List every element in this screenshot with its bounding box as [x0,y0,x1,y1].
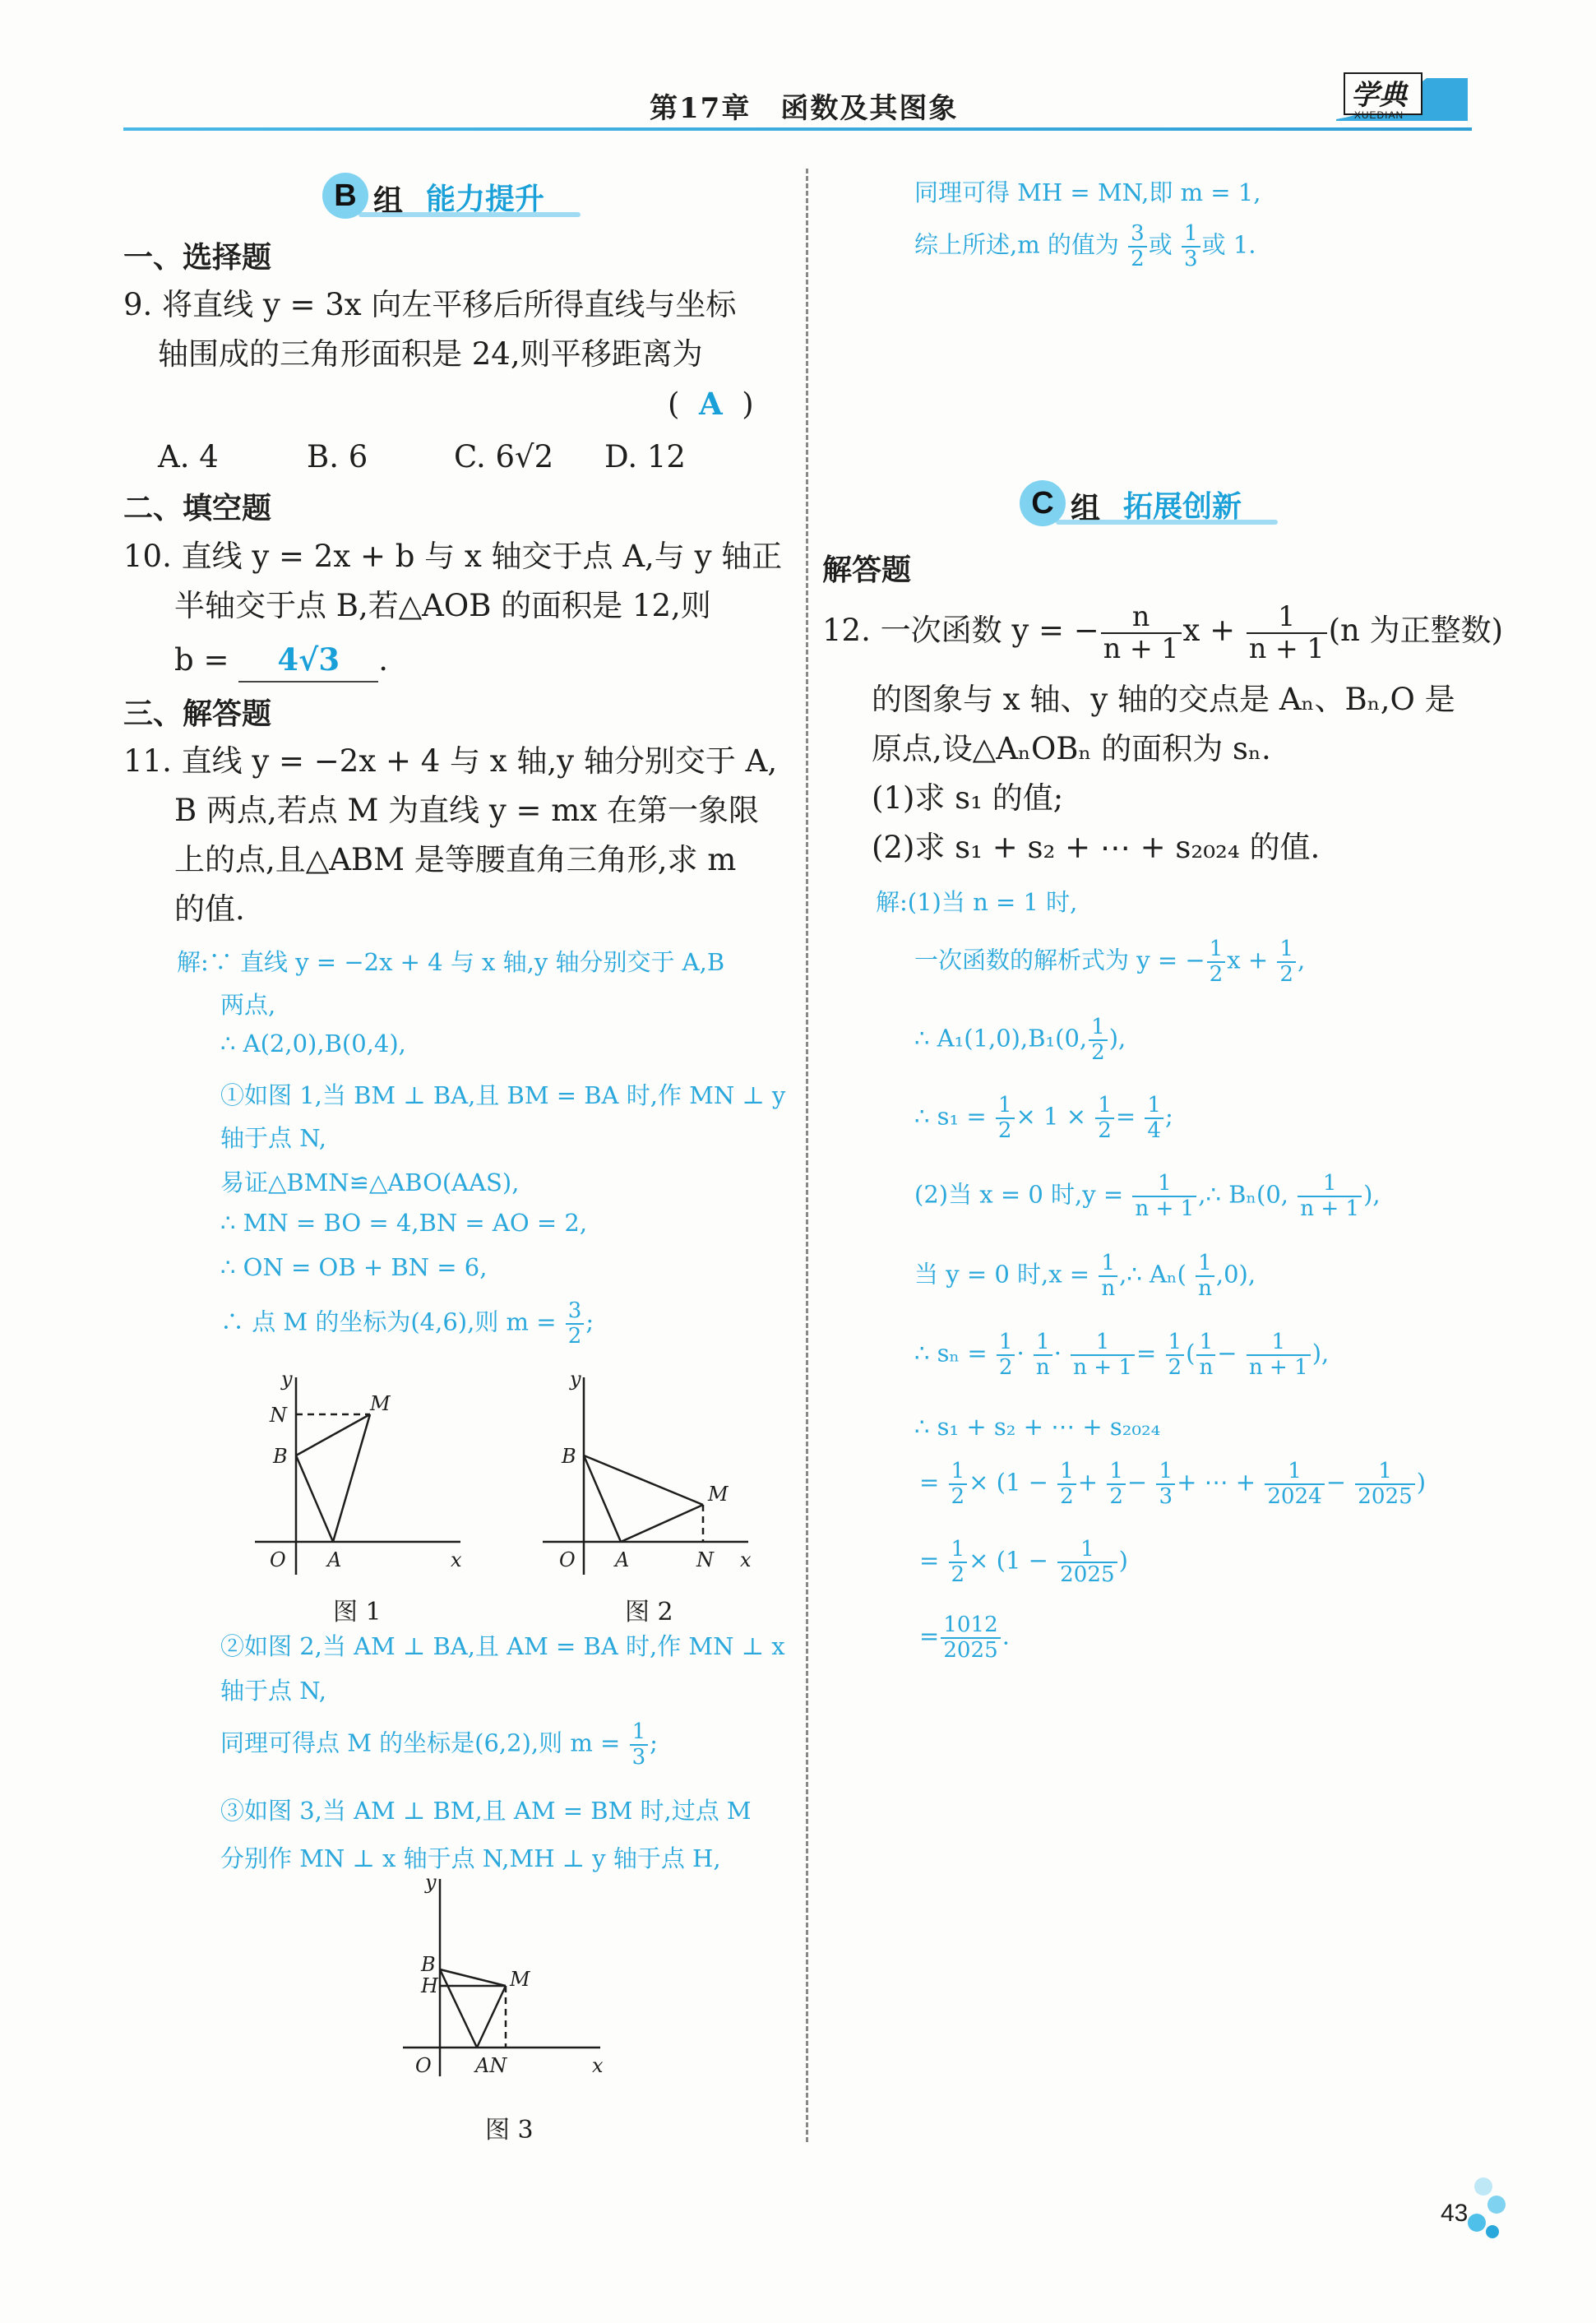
q9-answer: A [698,386,723,422]
q12-line2: 的图象与 x 轴、y 轴的交点是 Aₙ、Bₙ,O 是 [872,682,1455,717]
q9-option-c: C. 6√2 [454,439,554,474]
q9-option-a: A. 4 [158,439,219,474]
point-h-label: H [421,1974,438,1997]
q12-line5: (2)求 s₁ + s₂ + ⋯ + s₂₀₂₄ 的值. [872,830,1321,865]
heading-answer-c: 解答题 [822,553,912,587]
column-divider [806,169,808,2142]
sol11-m1: ∴ 点 M 的坐标为(4,6),则 m = $\frac{3}{2}$ ; [220,1298,594,1349]
bracket-right: ) [742,386,754,422]
sol11-line: 易证△BMN≌△ABO(AAS), [220,1168,520,1196]
sol11-line: 解:∵ 直线 y = −2x + 4 与 x 轴,y 轴分别交于 A,B [177,948,725,976]
fraction: $\frac{1}{2}$ [1089,1016,1108,1064]
q10-prefix: b = [174,642,229,678]
fraction: $\frac{1}{2}$ [1057,1460,1076,1508]
sol11-line: 分别作 MN ⊥ x 轴于点 N,MH ⊥ y 轴于点 H, [220,1844,721,1872]
badge-letter: B [322,173,368,219]
fraction: $\frac{3}{2}$ [1128,222,1147,271]
fraction: $\frac{1}{2}$ [949,1538,968,1586]
q10-line3 [174,635,388,686]
point-a-label: A [615,1548,630,1571]
figure-3 [395,1871,625,2085]
fraction: $\frac{1}{n}$ [1196,1252,1214,1300]
brand-logo: 学典 [1351,79,1407,112]
sol12-line: 解:(1)当 n = 1 时, [876,888,1078,916]
origin-label: O [415,2054,432,2077]
axis-y-label: y [425,1871,437,1894]
m1-text: ∴ 点 M 的坐标为(4,6),则 m = [220,1307,557,1336]
figure-2-caption: 图 2 [625,1598,673,1627]
heading-choice: 一、选择题 [123,241,272,275]
point-n-label: N [270,1404,287,1427]
fraction: $\frac{1}{2}$ [1207,937,1226,986]
q11-line1: 11. 直线 y = −2x + 4 与 x 轴,y 轴分别交于 A, [123,743,778,779]
fraction: $\frac{1}{3}$ [1182,222,1200,271]
point-a-label: A [327,1548,342,1571]
axis-y-label: y [281,1369,293,1391]
figure-1-caption: 图 1 [333,1598,382,1627]
q11-line3: 上的点,且△ABM 是等腰直角三角形,求 m [174,842,737,877]
axis-x-label: x [740,1548,752,1571]
sol11-line: ②如图 2,当 AM ⊥ BA,且 AM = BA 时,作 MN ⊥ x [220,1632,785,1660]
point-b-label: B [421,1953,436,1976]
origin-label: O [270,1548,286,1571]
sol11-line: 轴于点 N, [220,1677,326,1705]
figure-2 [539,1369,769,1583]
bracket-left: ( [668,386,680,422]
axis-y-label: y [570,1369,581,1391]
fraction: $\frac{1}{4}$ [1145,1094,1163,1142]
sol12-line: ∴ sₙ = $\frac{1}{2}$ · $\frac{1}{n}$ · $\frac{1}{n + 1}$ = $\frac{1}{2}$ ( $\frac{1}{n}$ − $\frac{1}{n + 1}$ ), [914,1330,1330,1380]
fraction: $\frac{1}{n}$ [1196,1330,1215,1379]
badge-title: 拓展创新 [1123,490,1242,524]
fraction: $\frac{1}{2}$ [1107,1460,1126,1508]
q11-line2: B 两点,若点 M 为直线 y = mx 在第一象限 [174,793,760,828]
q12-line1: 12. 一次函数 y = − $\frac{n}{n + 1}$ x + $\frac{1}{n + 1}$ (n 为正整数) [822,600,1504,664]
fraction: $\frac{1}{n + 1}$ [1247,1330,1311,1379]
q12-line3: 原点,设△AₙOBₙ 的面积为 sₙ. [872,731,1271,766]
sol12-line: 一次函数的解析式为 y = − $\frac{1}{2}$ x + $\frac{1}{2}$ , [914,937,1306,987]
fraction: $\frac{1}{n + 1}$ [1247,602,1327,664]
point-b-label: B [562,1445,576,1468]
q9-line2: 轴围成的三角形面积是 24,则平移距离为 [158,336,703,372]
fraction: $\frac{1}{n}$ [1034,1330,1052,1379]
point-m-label: M [708,1483,729,1506]
sol11-line: ∴ ON = OB + BN = 6, [220,1253,488,1281]
q9-answer-bracket [668,378,754,430]
q11-line4: 的值. [174,891,245,927]
sol11-line: 两点, [220,991,276,1019]
fraction: $\frac{1}{2}$ [1166,1330,1185,1379]
sol11-line: ①如图 1,当 BM ⊥ BA,且 BM = BA 时,作 MN ⊥ y [220,1081,786,1109]
sol12-line: (2)当 x = 0 时,y = $\frac{1}{n + 1}$ ,∴ Bₙ(0, $\frac{1}{n + 1}$ ), [914,1171,1381,1221]
sol11-line: ∴ MN = BO = 4,BN = AO = 2, [220,1209,588,1237]
badge-letter: C [1020,480,1066,526]
figure-1 [247,1369,477,1583]
q9-line1: 9. 将直线 y = 3x 向左平移后所得直线与坐标 [123,287,737,322]
q9-option-d: D. 12 [604,439,686,474]
fraction: $\frac{1}{n + 1}$ [1298,1172,1362,1220]
sol12-line: ∴ s₁ = $\frac{1}{2}$ × 1 × $\frac{1}{2}$ = $\frac{1}{4}$ ; [914,1093,1173,1143]
axis-x-label: x [592,2054,604,2077]
fraction: $\frac{1}{n + 1}$ [1071,1330,1135,1379]
figure-3-caption: 图 3 [485,2116,534,2145]
sol11-line: ∴ A(2,0),B(0,4), [220,1030,406,1057]
badge-group: 组 [1071,492,1101,525]
q10-suffix: . [378,642,388,678]
sol12-line: = $\frac{1012}{2025}$ . [919,1613,1010,1663]
fraction: $\frac{1}{3}$ [1156,1460,1175,1508]
fraction: $\frac{1}{n}$ [1099,1252,1117,1300]
fraction: $\frac{1}{2}$ [949,1460,968,1508]
q10-line1: 10. 直线 y = 2x + b 与 x 轴交于点 A,与 y 轴正 [123,539,783,574]
section-b-badge [322,173,594,219]
fraction: $\frac{1}{2025}$ [1355,1460,1414,1508]
fraction: $\frac{1}{3}$ [630,1720,649,1769]
badge-group: 组 [373,184,404,218]
sol11-m2: 同理可得点 M 的坐标是(6,2),则 m = $\frac{1}{3}$ ; [220,1719,658,1770]
fraction: $\frac{1012}{2025}$ [941,1613,1000,1662]
fraction: $\frac{1}{2}$ [996,1094,1015,1142]
heading-fill: 二、填空题 [123,492,272,525]
badge-title: 能力提升 [426,183,545,216]
sol11-line: 轴于点 N, [220,1124,326,1152]
sol12-line: 当 y = 0 时,x = $\frac{1}{n}$ ,∴ Aₙ( $\frac{1}{n}$ ,0), [914,1251,1256,1301]
fraction: $\frac{1}{2}$ [1277,937,1296,986]
fraction: $\frac{3}{2}$ [566,1299,585,1348]
fraction: $\frac{1}{2}$ [997,1330,1015,1379]
header-rule [123,127,1472,131]
brand-logo-en: XUEDIAN [1353,109,1404,121]
sol12-line: = $\frac{1}{2}$ × (1 − $\frac{1}{2025}$ ) [919,1537,1128,1587]
sol12-line: = $\frac{1}{2}$ × (1 − $\frac{1}{2}$ + $\frac{1}{2}$ − $\frac{1}{3}$ + ⋯ + $\frac{1}{2024}$ − $\frac{1}{2025}$ ) [919,1459,1427,1509]
point-m-label: M [510,1968,530,1991]
axis-x-label: x [451,1548,462,1571]
sol11-line: ③如图 3,当 AM ⊥ BM,且 AM = BM 时,过点 M [220,1797,752,1825]
sol11-cont2: 综上所述,m 的值为 $\frac{3}{2}$ 或 $\frac{1}{3}$ 或 1. [914,221,1256,271]
origin-label: O [559,1548,576,1571]
q12-line4: (1)求 s₁ 的值; [872,780,1064,816]
sol12-line: ∴ A₁(1,0),B₁(0, $\frac{1}{2}$ ), [914,1015,1126,1065]
decorative-dots-icon [1468,2177,1517,2243]
section-c-badge [1020,480,1291,526]
q10-line2: 半轴交于点 B,若△AOB 的面积是 12,则 [174,588,711,623]
point-m-label: M [370,1392,391,1415]
q10-answer: 4√3 [238,638,378,683]
fraction: $\frac{n}{n + 1}$ [1101,602,1182,664]
sol12-line: ∴ s₁ + s₂ + ⋯ + s₂₀₂₄ [914,1413,1161,1441]
page-number: 43 [1441,2200,1469,2227]
chapter-title: 第17章 函数及其图象 [650,92,959,125]
fraction: $\frac{1}{n + 1}$ [1132,1172,1196,1220]
point-b-label: B [273,1445,288,1468]
heading-answer: 三、解答题 [123,697,272,731]
q9-option-b: B. 6 [307,439,368,474]
point-n-label: N [696,1548,714,1571]
fraction: $\frac{1}{2}$ [1095,1094,1114,1142]
point-an-label: AN [475,2054,507,2077]
fraction: $\frac{1}{2024}$ [1265,1460,1324,1508]
sol11-cont1: 同理可得 MH = MN,即 m = 1, [914,178,1261,206]
fraction: $\frac{1}{2025}$ [1057,1538,1117,1586]
